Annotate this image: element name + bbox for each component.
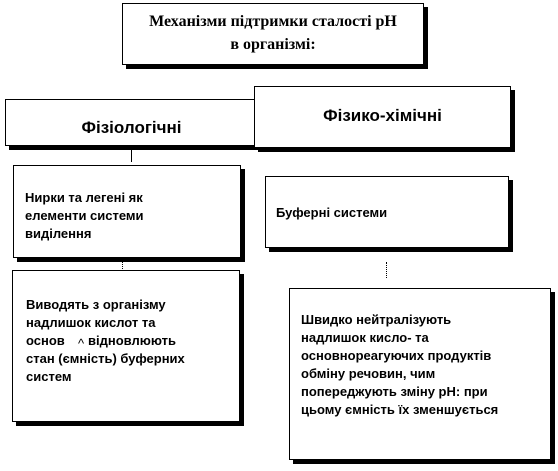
physiological-effect-line-1: Виводять з організму — [26, 297, 166, 312]
physiological-mechanism-line-3: виділення — [25, 226, 92, 241]
title-box — [122, 3, 424, 65]
title-line-1: Механізми підтримки сталості рН — [149, 13, 397, 30]
physiological-mechanism-box — [13, 165, 241, 258]
physicochemical-effect-connector — [386, 262, 387, 278]
physiological-category-label: Фізіологічні — [81, 118, 182, 137]
physicochemical-category-box — [254, 86, 511, 148]
physicochemical-mechanism-label: Буферні системи — [276, 205, 388, 220]
physicochemical-effect-line-2: надлишок кисло- та — [301, 330, 429, 345]
physicochemical-category-label: Фізико-хімічні — [323, 106, 442, 125]
title-line-2: в організмі: — [230, 36, 316, 53]
physiological-category-box — [5, 99, 258, 146]
physiological-connector — [131, 150, 132, 162]
physiological-effect-line-4: стан (ємність) буферних — [26, 351, 185, 366]
physiological-effect-connector — [122, 261, 123, 269]
insertion-caret: ^ — [78, 336, 85, 351]
physicochemical-mechanism-box — [265, 176, 509, 248]
physiological-effect-line-3b: відновлюють — [88, 333, 176, 348]
physiological-effect-line-3a: основ — [26, 333, 65, 348]
physiological-effect-line-5: систем — [26, 369, 72, 384]
physicochemical-effect-line-5: попереджують зміну рН: при — [301, 384, 488, 399]
physiological-effect-box — [12, 270, 240, 422]
physicochemical-effect-line-1: Швидко нейтралізують — [301, 312, 452, 327]
physicochemical-effect-line-4: обміну речовин, чим — [301, 366, 436, 381]
physicochemical-effect-line-3: основнореагуючих продуктів — [301, 348, 492, 363]
physiological-mechanism-line-2: елементи системи — [25, 208, 144, 223]
physiological-mechanism-line-1: Нирки та легені як — [25, 190, 143, 205]
physicochemical-effect-box — [289, 288, 551, 460]
physiological-effect-line-2: надлишок кислот та — [26, 315, 156, 330]
physicochemical-effect-line-6: цьому ємність їх зменшується — [301, 402, 499, 417]
